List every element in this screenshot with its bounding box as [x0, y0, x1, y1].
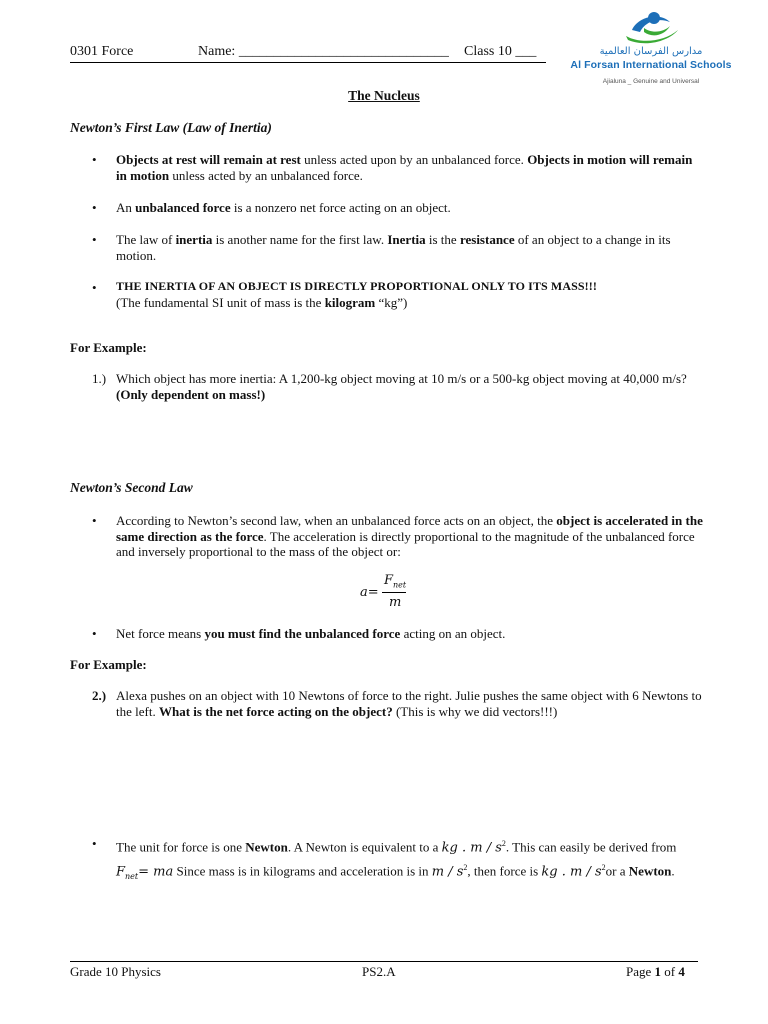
bullet-icon: • — [92, 626, 97, 641]
footer-page-number: Page 1 of 4 — [626, 964, 685, 979]
first-law-heading: Newton’s First Law (Law of Inertia) — [70, 120, 272, 135]
second-law-heading: Newton’s Second Law — [70, 480, 193, 495]
header-rule — [70, 62, 546, 63]
logo-arabic-name: مدارس الفرسان العالمية — [599, 46, 703, 57]
document-header — [70, 44, 546, 62]
school-logo — [560, 8, 742, 84]
example-1-number: 1.) — [92, 371, 107, 386]
newton-unit-bullet: The unit for force is one Newton. A Newton is equivalent to a kg . m / $s^2$. This can easily be derived from $F_{net}=$ ma Since mass is in kilograms and acceleration is in m / $s^2$, then force is kg . m / $s^2or$ a Newton. — [116, 839, 677, 881]
formula-lhs: a= — [360, 585, 379, 600]
logo-emblem-icon — [560, 8, 742, 48]
logo-tagline: Ajialuna _ Genuine and Universal — [602, 78, 700, 85]
bullet-icon: • — [92, 513, 97, 528]
first-law-bullet-4: THE INERTIA OF AN OBJECT IS DIRECTLY PROPORTIONAL ONLY TO ITS MASS!!! (The fundamental SI unit of mass is the kilogram “kg”) — [116, 279, 597, 310]
formula-denominator: m — [389, 595, 402, 610]
fraction-bar — [382, 592, 406, 593]
first-law-bullet-1: Objects at rest will remain at rest unless acted upon by an unbalanced force. Objects in motion will remain in motion unless acted by an unbalanced force. — [116, 152, 693, 183]
bullet-icon: • — [92, 836, 97, 851]
second-law-bullet-2: Net force means you must find the unbalanced force acting on an object. — [116, 626, 506, 641]
formula-numerator: $F_{net}$ — [384, 573, 407, 590]
example-1-question: Which object has more inertia: A 1,200-kg object moving at 10 m/s or a 500-kg object moving at 40,000 m/s? (Only dependent on mass!) — [116, 371, 687, 402]
course-code: 0301 Force — [70, 44, 134, 59]
example-2-question: Alexa pushes on an object with 10 Newtons of force to the right. Julie pushes the same object with 6 Newtons to the left. What is the net force acting on the object? (This is why we did vectors!!!) — [116, 688, 702, 719]
bullet-icon: • — [92, 200, 97, 215]
name-field-label: Name: ______________________________ — [198, 44, 449, 59]
bullet-icon: • — [92, 232, 97, 247]
footer-standard: PS2.A — [362, 964, 396, 979]
class-field-label: Class 10 ___ — [464, 44, 537, 59]
footer-rule — [70, 961, 698, 962]
first-law-bullet-3: The law of inertia is another name for the first law. Inertia is the resistance of an object to a change in its motion. — [116, 232, 671, 263]
second-law-bullet-1: According to Newton’s second law, when an unbalanced force acts on an object, the object is accelerated in the same direction as the force. The acceleration is directly proportional to the magnitude of the unbalanced force and inversely proportional to the mass of the object or: — [116, 513, 703, 559]
first-law-bullet-2: An unbalanced force is a nonzero net force acting on an object. — [116, 200, 451, 215]
logo-english-name: Al Forsan International Schools — [570, 59, 732, 71]
footer-course: Grade 10 Physics — [70, 964, 161, 979]
example-1-label: For Example: — [70, 340, 147, 355]
example-2-label: For Example: — [70, 657, 147, 672]
example-2-number: 2.) — [92, 688, 107, 703]
bullet-icon: • — [92, 152, 97, 167]
page-title: The Nucleus — [348, 88, 420, 103]
bullet-icon: • — [92, 280, 97, 295]
